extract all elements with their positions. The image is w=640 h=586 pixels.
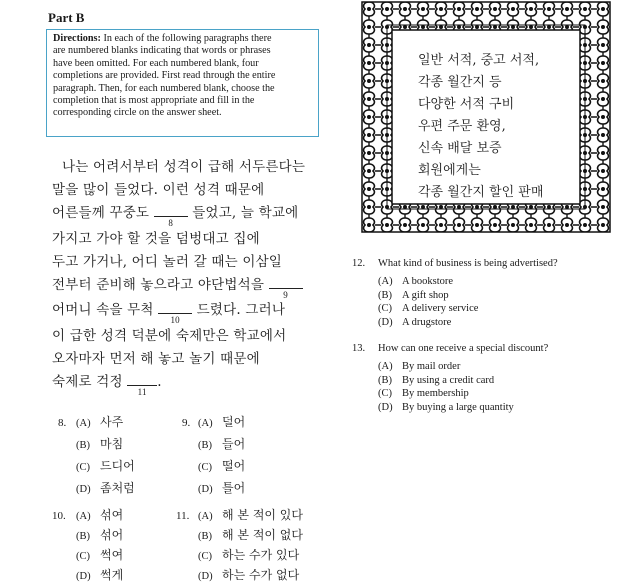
passage-line: 오자마자 먼저 해 놓고 놀기 때문에 xyxy=(52,351,260,367)
passage-line xyxy=(52,201,299,228)
directions-line: completions are provided. First read through the entire xyxy=(53,70,276,82)
answer-option[interactable] xyxy=(58,413,135,435)
answer-option[interactable] xyxy=(58,457,135,479)
option-text: 드디어 xyxy=(100,459,135,473)
blank-11 xyxy=(127,373,157,397)
option-letter: (A) xyxy=(198,418,213,429)
blank-number: 11 xyxy=(137,387,147,397)
option-letter: (B) xyxy=(378,374,392,386)
answer-option[interactable] xyxy=(182,435,245,457)
ad-line: 신속 배달 보증 xyxy=(418,141,502,156)
option-text: 떨어 xyxy=(222,459,246,473)
answer-option[interactable] xyxy=(352,290,558,304)
option-text: 썩게 xyxy=(100,568,124,582)
answer-option[interactable] xyxy=(52,546,123,566)
option-text: By buying a large quantity xyxy=(402,401,514,413)
passage-text: 숙제로 걱정 xyxy=(52,374,123,390)
ad-line: 우편 주문 환영, xyxy=(418,119,506,134)
directions-box xyxy=(46,29,319,137)
question-text xyxy=(352,343,548,361)
answer-option[interactable] xyxy=(58,479,135,501)
option-letter: (B) xyxy=(76,531,90,542)
ad-line: 회원에게는 xyxy=(418,163,481,178)
passage-text: 드렸다. 그러나 xyxy=(196,302,286,318)
option-letter: (A) xyxy=(198,511,213,522)
question-number: 8. xyxy=(58,417,67,429)
option-letter: (C) xyxy=(198,551,212,562)
question-number: 11. xyxy=(176,510,190,522)
option-letter: (C) xyxy=(76,462,90,473)
question-number: 13. xyxy=(352,343,366,354)
question-13 xyxy=(352,343,548,415)
option-text: A drugstore xyxy=(402,316,452,328)
question-12 xyxy=(352,258,558,330)
blank-number: 8 xyxy=(168,218,174,228)
passage-line: 말을 많이 들었다. 이런 성격 때문에 xyxy=(52,182,265,198)
answer-option[interactable] xyxy=(176,526,303,546)
passage-line: 나는 어려서부터 성격이 급해 서두른다는 xyxy=(62,159,306,175)
directions-line: have been omitted. For each numbered blank, four xyxy=(53,57,259,69)
option-letter: (D) xyxy=(378,401,393,413)
option-text: 해 본 적이 없다 xyxy=(222,528,303,542)
ad-line: 각종 월간지 할인 판매 xyxy=(418,185,544,200)
passage-line: 두고 가거나, 어디 놀러 갈 때는 이삼일 xyxy=(52,254,283,270)
passage-text: 전부터 준비해 놓으라고 야단법석을 xyxy=(52,277,265,293)
option-text: 섞어 xyxy=(100,528,124,542)
option-text: 사주 xyxy=(100,415,124,429)
passage-line: 가지고 가야 할 것을 덤벙대고 집에 xyxy=(52,231,260,247)
passage-line xyxy=(52,273,303,300)
option-text: 들어 xyxy=(222,437,246,451)
option-letter: (C) xyxy=(198,462,212,473)
option-letter: (D) xyxy=(76,571,91,582)
question-11 xyxy=(176,506,303,586)
question-8 xyxy=(58,413,135,501)
option-letter: (C) xyxy=(76,551,90,562)
passage-text: 어머니 속을 무척 xyxy=(52,302,154,318)
blank-8 xyxy=(154,204,188,228)
answer-option[interactable] xyxy=(182,479,245,501)
option-letter: (A) xyxy=(76,511,91,522)
answer-option[interactable] xyxy=(58,435,135,457)
option-letter: (D) xyxy=(198,484,213,495)
option-text: 틀어 xyxy=(222,481,246,495)
option-letter: (B) xyxy=(76,440,90,451)
passage-line: 이 급한 성격 덕분에 숙제만은 학교에서 xyxy=(52,328,287,344)
question-9 xyxy=(182,413,245,501)
option-text: 좀처럼 xyxy=(100,481,135,495)
option-text: 해 본 적이 있다 xyxy=(222,508,303,522)
answer-option[interactable] xyxy=(52,506,123,526)
question-text xyxy=(352,258,558,276)
answer-option[interactable] xyxy=(176,566,303,586)
option-letter: (B) xyxy=(378,289,392,301)
option-text: 섞여 xyxy=(100,508,124,522)
answer-option[interactable] xyxy=(176,546,303,566)
option-text: By using a credit card xyxy=(402,374,495,386)
option-text: By mail order xyxy=(402,361,461,372)
directions-line: completion that is most appropriate and fill in the xyxy=(53,95,255,107)
option-letter: (D) xyxy=(378,316,393,328)
option-letter: (D) xyxy=(76,484,91,495)
answer-option[interactable] xyxy=(52,566,123,586)
option-text: 덜어 xyxy=(222,415,246,429)
question-number: 10. xyxy=(52,510,66,522)
option-letter: (C) xyxy=(378,388,392,399)
directions-line: corresponding circle on the answer sheet. xyxy=(53,107,222,119)
option-text: A gift shop xyxy=(402,289,449,301)
answer-option[interactable] xyxy=(352,303,558,317)
option-text: 마침 xyxy=(100,437,124,451)
answer-option[interactable] xyxy=(176,506,303,526)
part-title: Part B xyxy=(48,10,85,25)
question-number: 9. xyxy=(182,417,191,429)
blank-9 xyxy=(269,276,303,300)
passage-text: . xyxy=(157,374,162,390)
option-text: By membership xyxy=(402,388,469,399)
passage-text: 어른들께 꾸중도 xyxy=(52,205,150,221)
option-letter: (A) xyxy=(76,418,91,429)
answer-option[interactable] xyxy=(352,402,548,416)
option-letter: (C) xyxy=(378,303,392,314)
option-text: A delivery service xyxy=(402,303,479,314)
option-text: A bookstore xyxy=(402,276,454,287)
ad-line: 다양한 서적 구비 xyxy=(418,97,515,112)
ad-line: 각종 월간지 등 xyxy=(418,75,502,90)
question-10 xyxy=(52,506,123,586)
option-text: 하는 수가 있다 xyxy=(222,548,300,562)
option-letter: (B) xyxy=(198,531,212,542)
option-text: 썩여 xyxy=(100,548,124,562)
answer-option[interactable] xyxy=(352,375,548,389)
answer-option[interactable] xyxy=(352,317,558,331)
ad-line: 일반 서적, 중고 서적, xyxy=(418,53,540,68)
directions-line: are numbered blanks indicating that words or phrases xyxy=(53,45,271,57)
directions-line: In each of the following paragraphs there xyxy=(100,33,272,44)
blank-10 xyxy=(158,301,192,325)
directions-label: Directions: xyxy=(53,33,101,44)
answer-option[interactable] xyxy=(352,388,548,402)
option-text: 하는 수가 없다 xyxy=(222,568,300,582)
answer-option[interactable] xyxy=(352,276,558,290)
answer-option[interactable] xyxy=(182,413,245,435)
passage-line xyxy=(52,370,162,397)
answer-option[interactable] xyxy=(182,457,245,479)
passage-text: 들었고, 늘 학교에 xyxy=(192,205,299,221)
question-prompt: How can one receive a special discount? xyxy=(378,343,549,354)
passage-line xyxy=(52,298,286,325)
directions-line: paragraph. Then, for each numbered blank, choose the xyxy=(53,82,275,94)
question-prompt: What kind of business is being advertised? xyxy=(378,258,558,269)
question-number: 12. xyxy=(352,258,366,269)
blank-number: 10 xyxy=(170,315,180,325)
answer-option[interactable] xyxy=(352,361,548,375)
blank-number: 9 xyxy=(283,290,288,300)
answer-option[interactable] xyxy=(52,526,123,546)
option-letter: (A) xyxy=(378,361,393,372)
option-letter: (D) xyxy=(198,571,213,582)
option-letter: (B) xyxy=(198,440,212,451)
option-letter: (A) xyxy=(378,276,393,287)
